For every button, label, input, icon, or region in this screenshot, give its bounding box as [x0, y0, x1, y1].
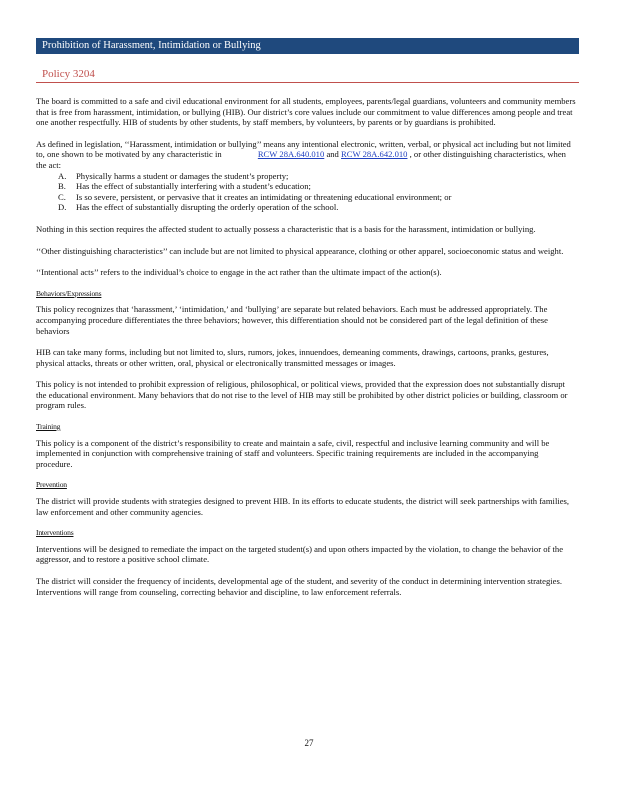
act-list [36, 171, 576, 213]
section-heading-behaviors: Behaviors/Expressions [36, 288, 102, 298]
list-item: C. Is so severe, persistent, or pervasive that it creates an intimidating or threatening educational environment; or [58, 191, 452, 202]
behaviors-paragraph: This policy recognizes that ‘harassment,’ ‘intimidation,’ and ‘bullying’ are separate but related behaviors. Each must be addressed appropriately. The accompanying procedure differentiates the three behaviors; however, this differentiation should not be considered part of the legal definition of these behaviors [36, 304, 548, 336]
section-heading-interventions: Interventions [36, 528, 74, 538]
interventions-paragraph: Interventions will be designed to remediate the impact on the targeted student(s) and upon others impacted by the violation, to change the behavior of the aggressor, and to restore a positive school climate. [36, 543, 564, 565]
policy-number: Policy 3204 [42, 68, 95, 80]
definition-text: As defined in legislation, ‘‘Harassment, intimidation or bullying’’ means any intentional electronic, written, verbal, or physical act including but not limited to, one shown to be motivated by any characteristic in [36, 138, 571, 160]
intervention-strategies-paragraph: The district will consider the frequency of incidents, developmental age of the student, and severity of the conduct in determining intervention strategies. Interventions will range from counseling, correcting behavior and discipline, to law enforcement referrals. [36, 576, 562, 597]
policy-header [36, 64, 579, 83]
training-paragraph: This policy is a component of the district’s responsibility to create and maintain a safe, civil, respectful and inclusive learning community and will be implemented in conjunction with comprehensive training of staff and volunteers. Specific training requirements are included in the accompanying procedure. [36, 437, 550, 469]
other-characteristics-paragraph: ‘‘Other distinguishing characteristics’’ can include but are not limited to physical appearance, clothing or other apparel, socioeconomic status and weight. [36, 245, 564, 256]
characteristic-paragraph: Nothing in this section requires the affected student to actually possess a characteristic that is a basis for the harassment, intimidation or bullying. [36, 223, 536, 234]
section-heading-training: Training [36, 422, 61, 432]
list-item: A. Physically harms a student or damages the student’s property; [58, 170, 289, 181]
list-item: B. Has the effect of substantially interfering with a student’s education; [58, 181, 311, 192]
intro-paragraph: The board is committed to a safe and civil educational environment for all students, employees, parents/legal guardians, volunteers and community members that is free from harassment, intimidation, or bullying (HIB). Our district’s core values include our commitment to value differences among people and treat one another respectfully. HIB of students by other students, by staff members, by volunteers, by parents or by guardians is prohibited. [36, 96, 576, 128]
page-number: 27 [304, 738, 314, 748]
title-bar [36, 38, 579, 54]
expression-paragraph: This policy is not intended to prohibit expression of religious, philosophical, or political views, provided that the expression does not substantially disrupt the educational environment. Many behaviors that do not rise to the level of HIB may still be prohibited by other district policies or building, classroom or program rules. [36, 379, 568, 411]
forms-paragraph: HIB can take many forms, including but not limited to, slurs, rumors, jokes, innuendoes, demeaning comments, drawings, cartoons, pranks, gestures, physical attacks, threats or other written, oral, physical or electronically transmitted messages or images. [36, 347, 549, 368]
list-item: D. Has the effect of substantially disrupting the orderly operation of the school. [58, 202, 339, 213]
definition-end: , or other distinguishing characteristics, when the act: [36, 149, 566, 170]
definition-paragraph [36, 139, 576, 171]
prevention-paragraph: The district will provide students with strategies designed to prevent HIB. In its efforts to educate students, the district will seek partnerships with families, law enforcement and other community agencies. [36, 496, 570, 517]
rcw-link-642[interactable]: RCW 28A.642.010 [341, 149, 408, 160]
page-title: Prohibition of Harassment, Intimidation or Bullying [42, 40, 261, 51]
rcw-link-640[interactable]: RCW 28A.640.010 [257, 149, 325, 160]
section-heading-prevention: Prevention [36, 480, 67, 490]
and-text: and [326, 149, 339, 160]
intentional-acts-paragraph: ‘‘Intentional acts’’ refers to the individual’s choice to engage in the act rather than the ultimate impact of the action(s). [36, 267, 442, 278]
policy-body [36, 96, 576, 608]
